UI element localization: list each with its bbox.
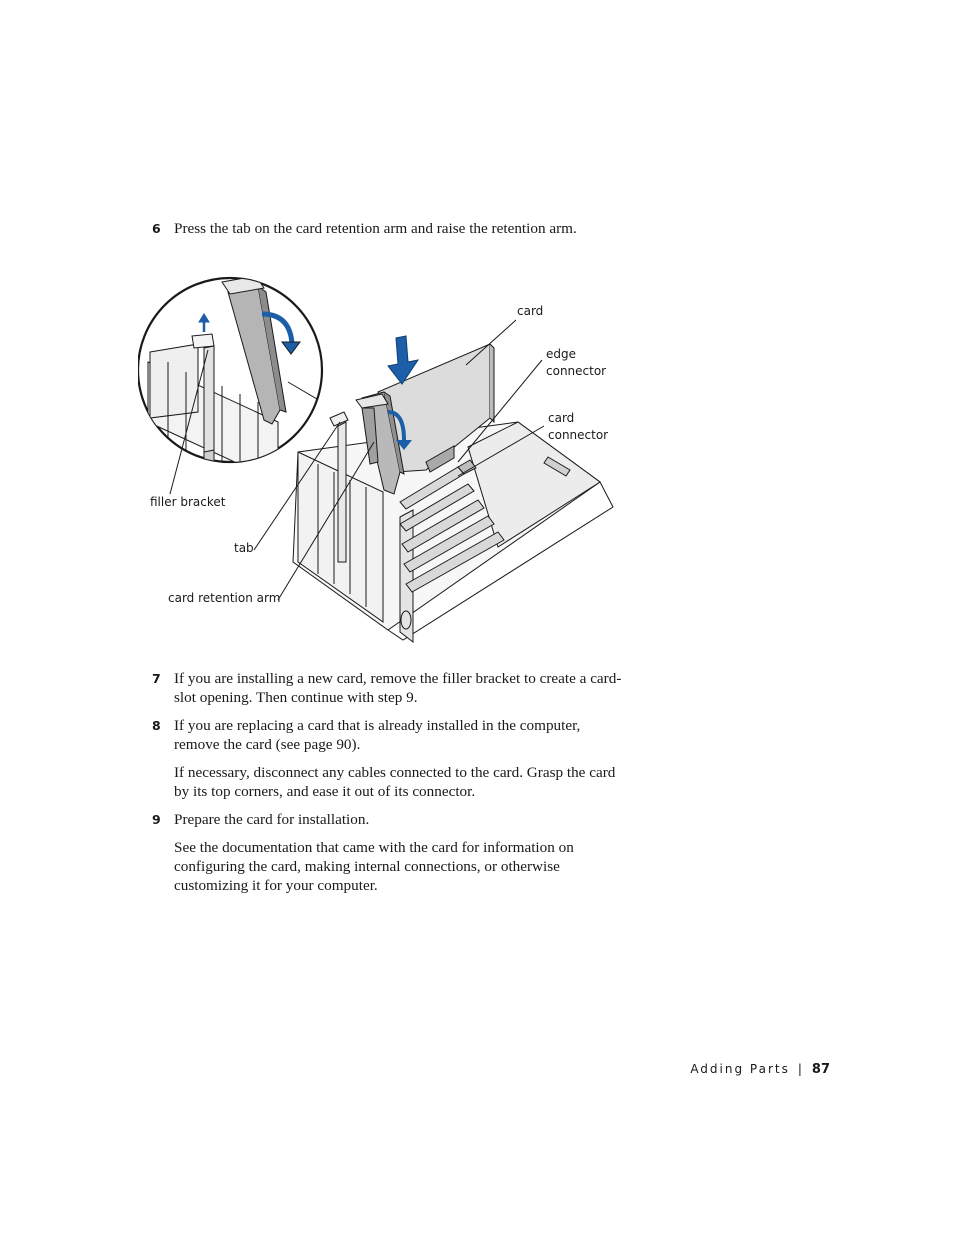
paragraph-see-documentation: See the documentation that came with the card for information on configuring the card, making internal connections, or otherwise customizing it for your computer. <box>174 839 574 894</box>
label-card: card <box>517 304 544 318</box>
label-edge-connector-line1: edge <box>546 347 576 361</box>
footer-section-title: Adding Parts <box>690 1062 790 1076</box>
step-text: If you are installing a new card, remove the filler bracket to create a card-slot opening. Then continue with step 9. <box>174 670 622 706</box>
step-number: 7 <box>152 671 161 686</box>
step-text: Press the tab on the card retention arm and raise the retention arm. <box>174 220 577 237</box>
chassis-drawing <box>293 344 613 642</box>
footer-separator: | <box>797 1062 802 1076</box>
step-6 <box>152 219 622 238</box>
label-card-retention-arm: card retention arm <box>168 591 281 605</box>
step-text: If you are replacing a card that is already installed in the computer, remove the card (see page 90). <box>174 717 581 753</box>
page-footer <box>690 1062 830 1077</box>
step-9 <box>152 810 622 829</box>
label-filler-bracket: filler bracket <box>150 495 226 509</box>
page-number: 87 <box>811 1062 830 1077</box>
step-text: Prepare the card for installation. <box>174 811 370 828</box>
label-card-connector-line1: card <box>548 411 575 425</box>
step-8 <box>152 716 622 754</box>
card-installation-illustration <box>138 262 618 652</box>
step-number: 8 <box>152 718 161 733</box>
zoom-inset <box>138 276 322 492</box>
label-tab: tab <box>234 541 254 555</box>
paragraph-disconnect-cables: If necessary, disconnect any cables connected to the card. Grasp the card by its top corners, and ease it out of its connector. <box>174 764 616 800</box>
label-card-connector-line2: connector <box>548 428 609 442</box>
step-7 <box>152 669 622 707</box>
label-edge-connector-line2: connector <box>546 364 607 378</box>
step-number: 6 <box>152 221 161 236</box>
step-number: 9 <box>152 812 161 827</box>
